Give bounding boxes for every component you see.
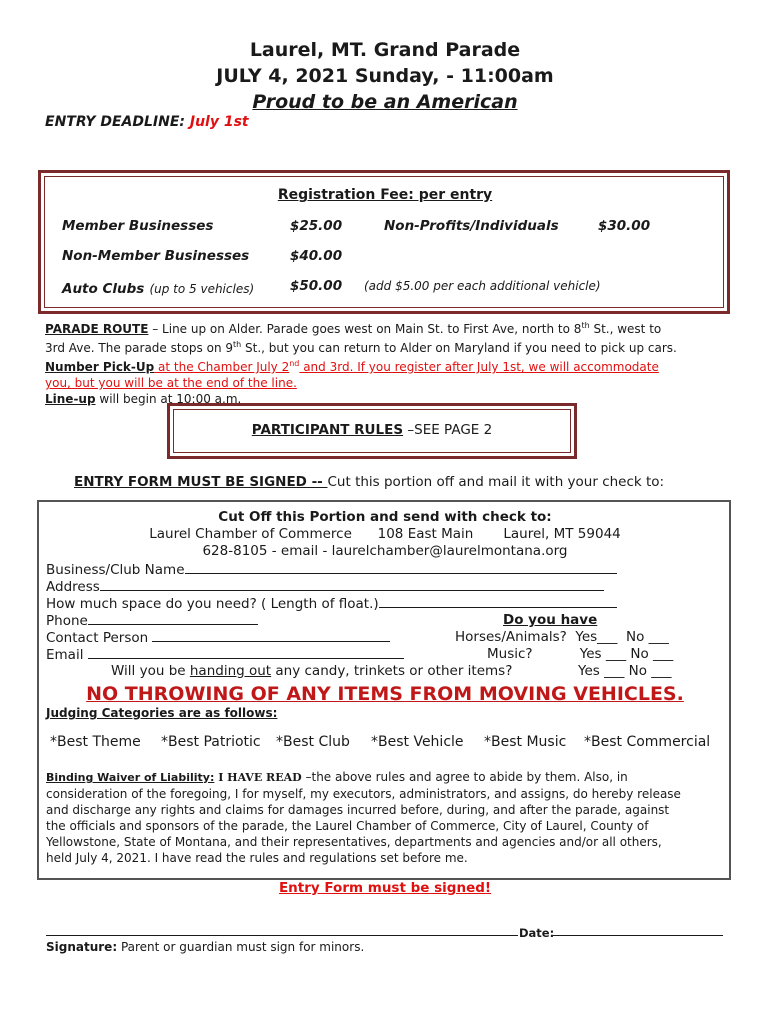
phone-field[interactable] <box>88 612 258 625</box>
business-name-field[interactable] <box>185 561 617 574</box>
contact-person-field[interactable] <box>152 629 390 642</box>
liability-waiver: Binding Waiver of Liability: I HAVE READ –the above rules and agree to abide by them. Also, in consideration of the foregoing, I for myself, my executors, administrators, and assigns, do hereby release and discharge any rights and claims for damages incurred before, during, and after the parade, against the officials and sponsors of the parade, the Laurel Chamber of Commerce, City of Laurel, County of Yellowstone, State of Montana, and their representatives, departments and agencies and/or all others, held July 4, 2021. I have read the rules and regulations set before me. <box>46 770 681 865</box>
chamber-contact: 628-8105 - email - laurelchamber@laurelmontana.org <box>202 543 568 559</box>
member-price: $25.00 <box>290 218 343 234</box>
event-date: JULY 4, 2021 Sunday, - 11:00am <box>216 65 554 87</box>
business-name-row: Business/Club Name <box>46 561 617 579</box>
contact-row: Contact Person <box>46 629 390 647</box>
email-row: Email <box>46 646 404 664</box>
no-throwing-warning: NO THROWING OF ANY ITEMS FROM MOVING VEHICLES. <box>86 683 684 705</box>
parade-route: PARADE ROUTE – Line up on Alder. Parade goes west on Main St. to First Ave, north to 8th St., west to 3rd Ave. The parade stops on 9th St., but you can return to Alder on Maryland if you need to pick up cars. Number Pick-Up at the Chamber July 2nd and 3rd. If you register after July 1st, we will accommodate you, but you will be at the end of the line. Line-up will begin at 10:00 a.m. <box>45 321 677 406</box>
auto-label: Auto Clubs <box>62 281 145 297</box>
rules-text: PARTICIPANT RULES –SEE PAGE 2 <box>251 422 493 438</box>
address-field[interactable] <box>100 578 604 591</box>
signature-caption: Signature: Parent or guardian must sign for minors. <box>46 940 365 954</box>
fee-title: Registration Fee: per entry <box>277 187 493 203</box>
nonmember-label: Non-Member Businesses <box>62 248 250 264</box>
cutoff-title: Cut Off this Portion and send with check to: <box>218 509 552 525</box>
auto-club-row <box>62 278 254 297</box>
email-field[interactable] <box>88 646 404 659</box>
entry-deadline <box>45 114 249 130</box>
music-question[interactable]: Music? Yes ___ No ___ <box>487 646 674 662</box>
candy-question: Will you be handing out any candy, trinkets or other items? <box>111 663 513 679</box>
signed-notice: ENTRY FORM MUST BE SIGNED -- Cut this portion off and mail it with your check to: <box>74 474 665 490</box>
signature-line[interactable] <box>46 935 518 936</box>
space-field[interactable] <box>379 595 617 608</box>
address-row: Address <box>46 578 604 596</box>
deadline-label: ENTRY DEADLINE: <box>45 114 185 130</box>
lineup-label: Line-up <box>45 392 96 406</box>
space-row: How much space do you need? ( Length of float.) <box>46 595 617 613</box>
do-you-have-heading: Do you have <box>503 612 598 628</box>
nonprofit-label: Non-Profits/Individuals <box>384 218 559 234</box>
date-label: Date: <box>519 926 555 940</box>
category-best-theme: *Best Theme <box>50 734 141 750</box>
deadline-value: July 1st <box>189 114 249 130</box>
event-title: Laurel, MT. Grand Parade <box>249 39 521 61</box>
pickup-label: Number Pick-Up <box>45 360 155 374</box>
category-best-commercial: *Best Commercial <box>584 734 711 750</box>
event-slogan: Proud to be an American <box>252 91 518 113</box>
route-label: PARADE ROUTE <box>45 322 149 336</box>
auto-note: (up to 5 vehicles) <box>149 282 255 296</box>
phone-row: Phone <box>46 612 258 630</box>
category-best-music: *Best Music <box>484 734 567 750</box>
must-sign-notice: Entry Form must be signed! <box>278 880 492 896</box>
waiver-label: Binding Waiver of Liability: <box>46 771 215 784</box>
member-label: Member Businesses <box>62 218 214 234</box>
category-best-club: *Best Club <box>276 734 350 750</box>
auto-extra: (add $5.00 per each additional vehicle) <box>364 279 601 293</box>
nonmember-price: $40.00 <box>290 248 343 264</box>
category-best-vehicle: *Best Vehicle <box>371 734 464 750</box>
judging-heading: Judging Categories are as follows: <box>46 706 278 720</box>
category-best-patriotic: *Best Patriotic <box>161 734 261 750</box>
auto-price: $50.00 <box>290 278 343 294</box>
chamber-address: Laurel Chamber of Commerce 108 East Main Laurel, MT 59044 <box>149 526 621 542</box>
horses-question[interactable]: Horses/Animals? Yes___ No ___ <box>455 629 669 645</box>
nonprofit-price: $30.00 <box>598 218 651 234</box>
date-field[interactable] <box>553 935 723 936</box>
candy-answer[interactable]: Yes ___ No ___ <box>578 663 672 679</box>
